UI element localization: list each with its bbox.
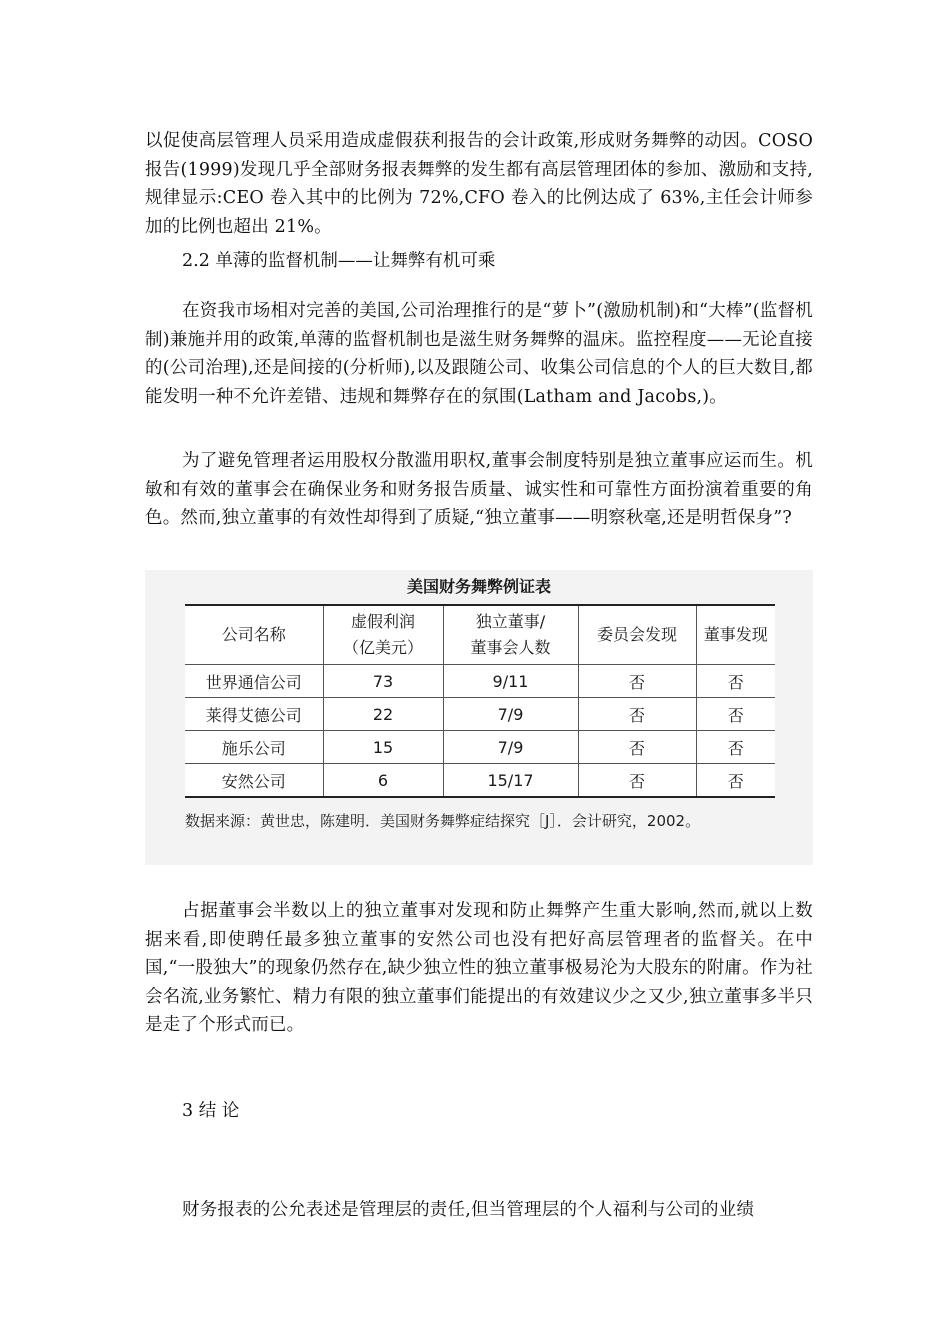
cell-committee: 否 [578, 698, 696, 731]
cell-company: 安然公司 [185, 764, 323, 798]
table-header-row [185, 605, 775, 665]
cell-directors: 15/17 [443, 764, 578, 798]
cell-directors: 7/9 [443, 698, 578, 731]
cell-committee: 否 [578, 665, 696, 698]
paragraph-coso: 以促使高层管理人员采用造成虚假获利报告的会计政策,形成财务舞弊的动因。COSO 报告(1999)发现几乎全部财务报表舞弊的发生都有高层管理团体的参加、激励和支持,规律显示:CEO 卷入其中的比例为 72%,CFO 卷入的比例达成了 63%,主任会计师参加的比例也超出 21%。 [145, 131, 813, 237]
cell-company: 莱得艾德公司 [185, 698, 323, 731]
cell-directors: 9/11 [443, 665, 578, 698]
table-row [185, 731, 775, 764]
cell-committee: 否 [578, 764, 696, 798]
cell-directors: 7/9 [443, 731, 578, 764]
cell-board: 否 [696, 665, 775, 698]
cell-company: 世界通信公司 [185, 665, 323, 698]
cell-profit: 22 [323, 698, 443, 731]
table-row [185, 764, 775, 798]
table-row [185, 665, 775, 698]
fraud-table-figure [145, 570, 813, 865]
cell-profit: 15 [323, 731, 443, 764]
cell-company: 施乐公司 [185, 731, 323, 764]
fraud-cases-table [185, 604, 775, 798]
cell-board: 否 [696, 698, 775, 731]
header-false-profit: 虚假利润 （亿美元） [323, 605, 443, 665]
paragraph-independent-directors: 为了避免管理者运用股权分散滥用职权,董事会制度特别是独立董事应运而生。机敏和有效的董事会在确保业务和财务报告质量、诚实性和可靠性方面扮演着重要的角色。然而,独立董事的有效性却得到了质疑,“独立董事——明察秋毫,还是明哲保身”? [145, 451, 813, 528]
cell-profit: 6 [323, 764, 443, 798]
table-row [185, 698, 775, 731]
paragraph-final: 财务报表的公允表述是管理层的责任,但当管理层的个人福利与公司的业绩 [182, 1200, 755, 1220]
cell-board: 否 [696, 764, 775, 798]
section-heading-2-2: 2.2 单薄的监督机制——让舞弊有机可乘 [182, 251, 496, 271]
header-independent-directors: 独立董事/ 董事会人数 [443, 605, 578, 665]
header-committee-found: 委员会发现 [578, 605, 696, 665]
header-company: 公司名称 [185, 605, 323, 665]
table-title: 美国财务舞弊例证表 [406, 577, 551, 596]
cell-profit: 73 [323, 665, 443, 698]
paragraph-conclusion-data: 占据董事会半数以上的独立董事对发现和防止舞弊产生重大影响,然而,就以上数据来看,即使聘任最多独立董事的安然公司也没有把好高层管理者的监督关。在中国,“一股独大”的现象仍然存在,缺少独立性的独立董事极易沦为大股东的附庸。作为社会名流,业务繁忙、精力有限的独立董事们能提出的有效建议少之又少,独立董事多半只是走了个形式而已。 [145, 901, 813, 1035]
section-heading-3: 3 结 论 [182, 1101, 240, 1121]
paragraph-supervision: 在资我市场相对完善的美国,公司治理推行的是“萝卜”(激励机制)和“大棒”(监督机制)兼施并用的政策,单薄的监督机制也是滋生财务舞弊的温床。监控程度——无论直接的(公司治理),还是间接的(分析师),以及跟随公司、收集公司信息的个人的巨大数目,都能发明一种不允许差错、违规和舞弊存在的氛围(Latham and Jacobs,)。 [145, 301, 813, 407]
cell-board: 否 [696, 731, 775, 764]
table-source-note: 数据来源：黄世忠，陈建明．美国财务舞弊症结探究［J］．会计研究，2002。 [185, 812, 701, 830]
cell-committee: 否 [578, 731, 696, 764]
header-board-found: 董事发现 [696, 605, 775, 665]
